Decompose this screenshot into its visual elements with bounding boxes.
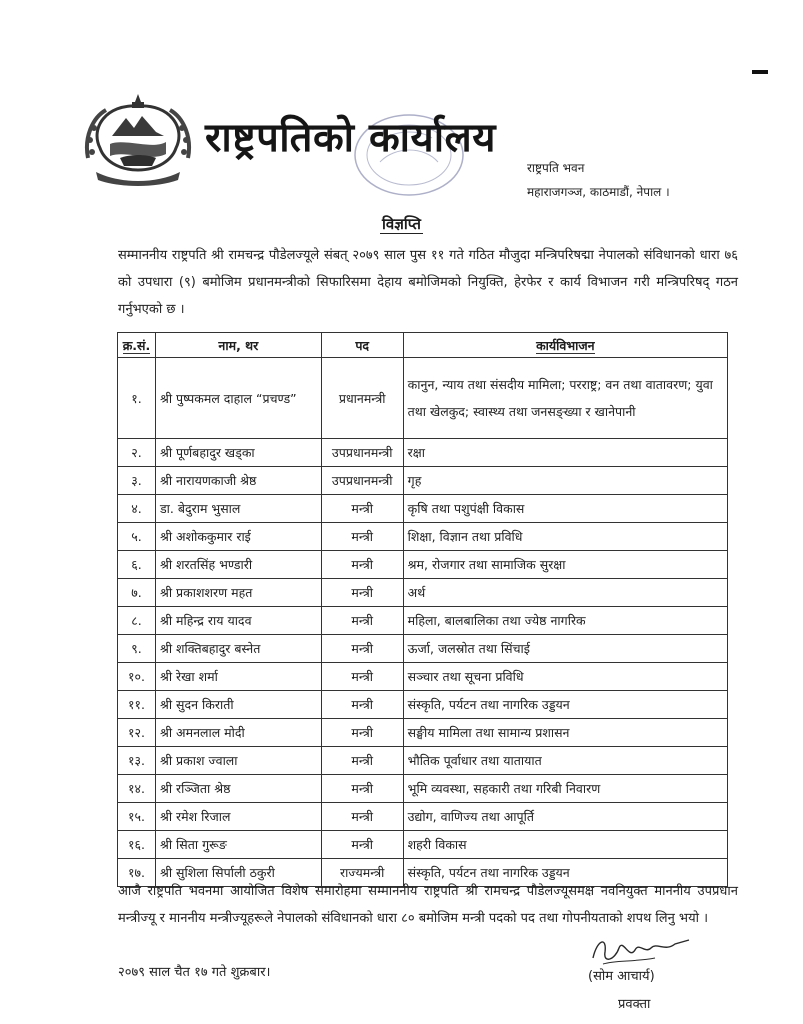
address-line-1: राष्ट्रपति भवन [527, 161, 585, 175]
cell-portfolio: रक्षा [403, 439, 727, 467]
cell-portfolio: अर्थ [403, 579, 727, 607]
page-corner-mark [752, 70, 768, 74]
office-address [527, 156, 670, 204]
cell-name: श्री महिन्द्र राय यादव [155, 607, 321, 635]
cell-sn: ९. [118, 635, 156, 663]
notice-title [0, 214, 803, 234]
cell-post: मन्त्री [321, 607, 403, 635]
office-title: राष्ट्रपतिको कार्यालय [205, 114, 496, 161]
cell-post: उपप्रधानमन्त्री [321, 467, 403, 495]
cabinet-table-body [118, 358, 728, 887]
cell-post: मन्त्री [321, 747, 403, 775]
header-name: नाम, थर [155, 333, 321, 358]
header-sn [118, 333, 156, 358]
cell-portfolio: सङ्घीय मामिला तथा सामान्य प्रशासन [403, 719, 727, 747]
cell-portfolio: सञ्चार तथा सूचना प्रविधि [403, 663, 727, 691]
cell-sn: ५. [118, 523, 156, 551]
cell-name: श्री पूर्णबहादुर खड्का [155, 439, 321, 467]
nepal-emblem-icon [80, 88, 196, 188]
cell-portfolio: महिला, बालबालिका तथा ज्येष्ठ नागरिक [403, 607, 727, 635]
cell-sn: १३. [118, 747, 156, 775]
cell-post: मन्त्री [321, 719, 403, 747]
cell-sn: १७. [118, 859, 156, 887]
cell-sn: ६. [118, 551, 156, 579]
cabinet-table [117, 332, 728, 887]
table-row [118, 607, 728, 635]
cell-post: मन्त्री [321, 831, 403, 859]
cell-post: राज्यमन्त्री [321, 859, 403, 887]
table-row [118, 551, 728, 579]
notice-intro-paragraph: सम्माननीय राष्ट्रपति श्री रामचन्द्र पौडेलज्यूले संबत् २०७९ साल पुस ११ गते गठित मौजुदा मन्त्रिपरिषद्मा नेपालको संविधानको धारा ७६ को उपधारा (९) बमोजिम प्रधानमन्त्रीको सिफारिसमा देहाय बमोजिमको नियुक्ति, हेरफेर र कार्य विभाजन गरी मन्त्रिपरिषद् गठन गर्नुभएको छ । [118, 248, 738, 317]
spokesperson-role: प्रवक्ता [618, 997, 651, 1012]
cell-sn: १६. [118, 831, 156, 859]
cell-sn: ३. [118, 467, 156, 495]
cell-post: मन्त्री [321, 635, 403, 663]
closing-paragraph: आजै राष्ट्रपति भवनमा आयोजित विशेष समारोहमा सम्माननीय राष्ट्रपति श्री रामचन्द्र पौडेलज्यूसमक्ष नवनियुक्त माननीय उपप्रधान मन्त्रीज्यू र माननीय मन्त्रीज्यूहरूले नेपालको संविधानको धारा ८० बमोजिम मन्त्री पदको पद तथा गोपनीयताको शपथ लिनु भयो । [118, 884, 738, 926]
table-header-row [118, 333, 728, 358]
cell-post: मन्त्री [321, 551, 403, 579]
cell-name: श्री रमेश रिजाल [155, 803, 321, 831]
table-row [118, 775, 728, 803]
spokesperson-name: (सोम आचार्य) [588, 969, 655, 984]
cell-portfolio: संस्कृति, पर्यटन तथा नागरिक उड्डयन [403, 859, 727, 887]
cell-name: श्री सुदन किराती [155, 691, 321, 719]
cell-name: डा. बेदुराम भुसाल [155, 495, 321, 523]
cell-sn: ७. [118, 579, 156, 607]
header-post: पद [321, 333, 403, 358]
cell-portfolio: गृह [403, 467, 727, 495]
header-portfolio [403, 333, 727, 358]
cell-portfolio: संस्कृति, पर्यटन तथा नागरिक उड्डयन [403, 691, 727, 719]
cell-post: उपप्रधानमन्त्री [321, 439, 403, 467]
table-row [118, 803, 728, 831]
table-row [118, 439, 728, 467]
cell-name: श्री पुष्पकमल दाहाल “प्रचण्ड” [155, 358, 321, 439]
cell-post: मन्त्री [321, 523, 403, 551]
cell-sn: २. [118, 439, 156, 467]
table-row [118, 358, 728, 439]
table-row [118, 747, 728, 775]
cell-portfolio: ऊर्जा, जलस्रोत तथा सिंचाई [403, 635, 727, 663]
header-sn-text: क्र.सं. [122, 337, 151, 353]
cell-post: मन्त्री [321, 775, 403, 803]
notice-date: २०७९ साल चैत १७ गते शुक्रबार। [118, 965, 271, 980]
cell-name: श्री अशोककुमार राई [155, 523, 321, 551]
table-row [118, 719, 728, 747]
cell-portfolio: शिक्षा, विज्ञान तथा प्रविधि [403, 523, 727, 551]
cell-name: श्री नारायणकाजी श्रेष्ठ [155, 467, 321, 495]
cell-sn: १४. [118, 775, 156, 803]
cell-post: मन्त्री [321, 691, 403, 719]
table-row [118, 523, 728, 551]
table-row [118, 831, 728, 859]
cell-post: मन्त्री [321, 495, 403, 523]
cell-post: प्रधानमन्त्री [321, 358, 403, 439]
cell-portfolio: उद्योग, वाणिज्य तथा आपूर्ति [403, 803, 727, 831]
cell-portfolio: कृषि तथा पशुपंक्षी विकास [403, 495, 727, 523]
table-row [118, 635, 728, 663]
cell-name: श्री सिता गुरूङ [155, 831, 321, 859]
table-row [118, 663, 728, 691]
cell-sn: ४. [118, 495, 156, 523]
cell-name: श्री प्रकाशशरण महत [155, 579, 321, 607]
address-line-2: महाराजगञ्ज, काठमाडौं, नेपाल । [527, 185, 670, 199]
table-row [118, 467, 728, 495]
cell-sn: १. [118, 358, 156, 439]
cell-name: श्री सुशिला सिर्पाली ठकुरी [155, 859, 321, 887]
notice-title-text: विज्ञप्ति [382, 215, 421, 233]
cell-name: श्री रेखा शर्मा [155, 663, 321, 691]
cell-sn: १५. [118, 803, 156, 831]
cell-post: मन्त्री [321, 663, 403, 691]
cell-name: श्री प्रकाश ज्वाला [155, 747, 321, 775]
cell-sn: १२. [118, 719, 156, 747]
cell-sn: ११. [118, 691, 156, 719]
cell-sn: ८. [118, 607, 156, 635]
cell-portfolio: श्रम, रोजगार तथा सामाजिक सुरक्षा [403, 551, 727, 579]
cell-portfolio: भूमि व्यवस्था, सहकारी तथा गरिबी निवारण [403, 775, 727, 803]
cell-name: श्री शरतसिंह भण्डारी [155, 551, 321, 579]
table-row [118, 691, 728, 719]
spokesperson-signature [585, 930, 695, 970]
cell-name: श्री शक्तिबहादुर बस्नेत [155, 635, 321, 663]
cell-portfolio: शहरी विकास [403, 831, 727, 859]
table-row [118, 579, 728, 607]
table-row [118, 495, 728, 523]
cell-name: श्री अमनलाल मोदी [155, 719, 321, 747]
cell-sn: १०. [118, 663, 156, 691]
header-portfolio-text: कार्यविभाजन [536, 337, 595, 353]
cell-post: मन्त्री [321, 803, 403, 831]
cell-name: श्री रञ्जिता श्रेष्ठ [155, 775, 321, 803]
cell-portfolio: भौतिक पूर्वाधार तथा यातायात [403, 747, 727, 775]
cell-portfolio: कानुन, न्याय तथा संसदीय मामिला; परराष्ट्र; वन तथा वातावरण; युवा तथा खेलकुद; स्वास्थ्य तथा जनसङ्ख्या र खानेपानी [403, 358, 727, 439]
cell-post: मन्त्री [321, 579, 403, 607]
